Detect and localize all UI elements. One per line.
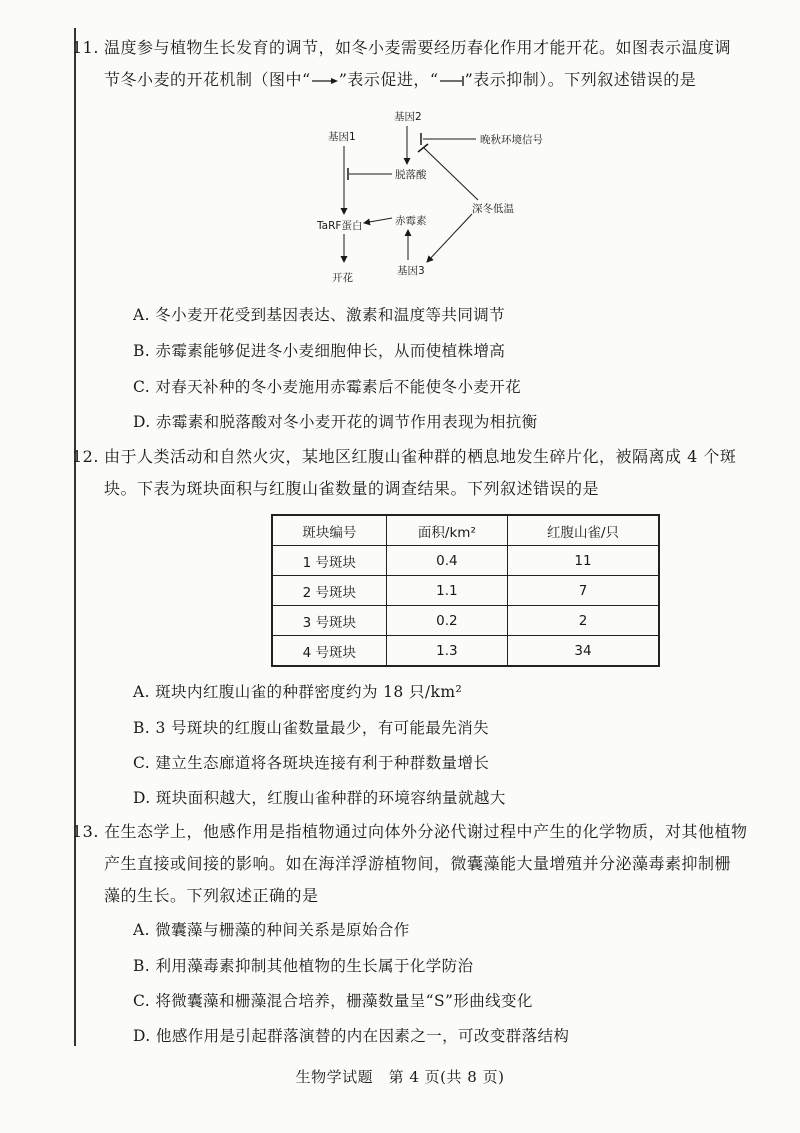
q12-option-b: B. 3 号斑块的红腹山雀数量最少，有可能最先消失 bbox=[133, 719, 490, 737]
question-number: 11. bbox=[72, 38, 99, 57]
table-cell: 1.3 bbox=[386, 636, 507, 667]
deep-cold-inhibit-line bbox=[424, 148, 478, 200]
q13-option-c: C. 将微囊藻和栅藻混合培养，栅藻数量呈“S”形曲线变化 bbox=[133, 992, 533, 1010]
q13-option-a: A. 微囊藻与栅藻的种间关系是原始合作 bbox=[133, 921, 410, 939]
gene2-label: 基因2 bbox=[394, 111, 422, 123]
q12-option-d: D. 斑块面积越大，红腹山雀种群的环境容纳量就越大 bbox=[133, 789, 506, 807]
question-11 bbox=[72, 32, 764, 96]
q11-option-b: B. 赤霉素能够促进冬小麦细胞伸长，从而使植株增高 bbox=[133, 342, 506, 360]
table-cell: 4 号斑块 bbox=[272, 636, 386, 667]
question-number: 12. bbox=[72, 447, 99, 466]
table-header-cell: 红腹山雀/只 bbox=[508, 515, 659, 546]
q12-option-c: C. 建立生态廊道将各斑块连接有利于种群数量增长 bbox=[133, 754, 490, 772]
table-cell: 0.2 bbox=[386, 606, 507, 636]
late-autumn-signal-label: 晚秋环境信号 bbox=[480, 134, 543, 146]
table-cell: 2 bbox=[508, 606, 659, 636]
table-row bbox=[272, 576, 659, 606]
q12-option-a: A. 斑块内红腹山雀的种群密度约为 18 只/km² bbox=[133, 683, 463, 701]
q11-option-a: A. 冬小麦开花受到基因表达、激素和温度等共同调节 bbox=[133, 306, 506, 324]
q11-option-d: D. 赤霉素和脱落酸对冬小麦开花的调节作用表现为相抗衡 bbox=[133, 413, 538, 431]
page-footer: 生物学试题 第 4 页(共 8 页) bbox=[295, 1068, 505, 1086]
table-cell: 3 号斑块 bbox=[272, 606, 386, 636]
q13-option-d: D. 他感作用是引起群落演替的内在因素之一，可改变群落结构 bbox=[133, 1027, 570, 1045]
question-text-line: 由于人类活动和自然火灾，某地区红腹山雀种群的栖息地发生碎片化，被隔离成 4 个斑 bbox=[104, 447, 737, 466]
tarf-protein-label: TaRF蛋白 bbox=[317, 220, 363, 232]
table-row bbox=[272, 546, 659, 576]
abscisic-acid-label: 脱落酸 bbox=[395, 169, 427, 181]
question-13 bbox=[72, 816, 764, 912]
table-cell: 11 bbox=[508, 546, 659, 576]
question-number: 13. bbox=[72, 822, 99, 841]
gibberellin-label: 赤霉素 bbox=[395, 215, 427, 227]
question-text-line bbox=[104, 64, 764, 96]
table-cell: 2 号斑块 bbox=[272, 576, 386, 606]
question-text-line: 块。下表为斑块面积与红腹山雀数量的调查结果。下列叙述错误的是 bbox=[104, 479, 600, 498]
question-text-line: 在生态学上，他感作用是指植物通过向体外分泌代谢过程中产生的化学物质，对其他植物 bbox=[104, 822, 748, 841]
patch-survey-table bbox=[271, 514, 660, 667]
question-12 bbox=[72, 441, 764, 505]
table-cell: 1.1 bbox=[386, 576, 507, 606]
gene3-label: 基因3 bbox=[397, 265, 425, 277]
deep-cold-to-gene3-arrow bbox=[427, 214, 472, 262]
binding-margin-line bbox=[74, 28, 76, 1046]
table-cell: 34 bbox=[508, 636, 659, 667]
question-text-part: ”表示促进，“ bbox=[338, 70, 439, 89]
table-row bbox=[272, 636, 659, 667]
ga-to-tarf-arrow bbox=[364, 218, 392, 223]
table-row bbox=[272, 606, 659, 636]
question-text-part: 节冬小麦的开花机制（图中“ bbox=[104, 70, 311, 89]
deep-winter-cold-label: 深冬低温 bbox=[472, 203, 514, 215]
table-header-cell: 面积/km² bbox=[386, 515, 507, 546]
table-header-row bbox=[272, 515, 659, 546]
flowering-mechanism-diagram bbox=[300, 104, 560, 294]
q11-option-c: C. 对春天补种的冬小麦施用赤霉素后不能使冬小麦开花 bbox=[133, 378, 522, 396]
question-text-line: 产生直接或间接的影响。如在海洋浮游植物间，微囊藻能大量增殖并分泌藻毒素抑制栅 bbox=[104, 854, 732, 873]
question-text-line: 藻的生长。下列叙述正确的是 bbox=[104, 886, 319, 905]
q13-option-b: B. 利用藻毒素抑制其他植物的生长属于化学防治 bbox=[133, 957, 474, 975]
flowering-label: 开花 bbox=[332, 272, 353, 284]
promote-arrow-icon bbox=[311, 76, 339, 86]
table-cell: 7 bbox=[508, 576, 659, 606]
inhibit-symbol-icon bbox=[439, 75, 465, 87]
question-text-line: 温度参与植物生长发育的调节，如冬小麦需要经历春化作用才能开花。如图表示温度调 bbox=[104, 38, 732, 57]
question-text-part: ”表示抑制）。下列叙述错误的是 bbox=[464, 70, 697, 89]
gene1-label: 基因1 bbox=[328, 131, 356, 143]
table-cell: 1 号斑块 bbox=[272, 546, 386, 576]
table-cell: 0.4 bbox=[386, 546, 507, 576]
table-header-cell: 斑块编号 bbox=[272, 515, 386, 546]
